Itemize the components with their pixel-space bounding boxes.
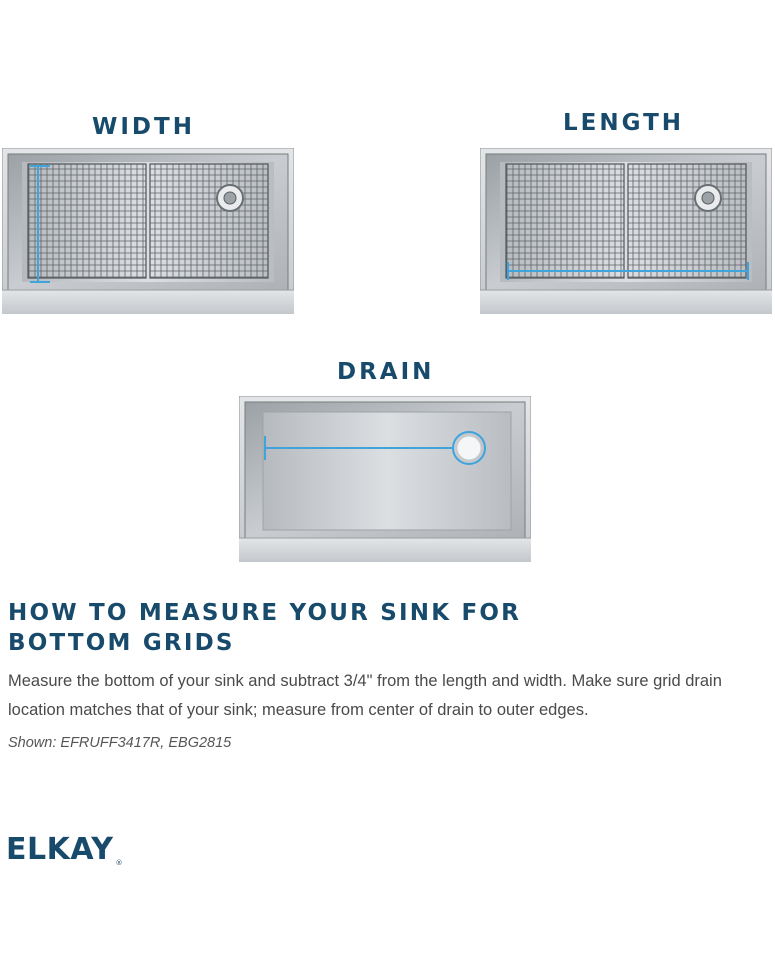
drain-icon bbox=[217, 185, 243, 211]
elkay-logo bbox=[6, 832, 123, 867]
length-sink-image bbox=[480, 148, 772, 314]
drain-icon bbox=[453, 432, 485, 464]
drain-label: DRAIN bbox=[337, 359, 435, 385]
length-label: LENGTH bbox=[563, 110, 685, 136]
heading-line-2: BOTTOM GRIDS bbox=[8, 630, 235, 656]
shown-models-caption: Shown: EFRUFF3417R, EBG2815 bbox=[8, 735, 232, 751]
instructions-heading bbox=[8, 598, 628, 658]
instructions-body: Measure the bottom of your sink and subtract 3/4" from the length and width. Make sure grid drain location matches that of your sink; measure from center of drain to outer edges. bbox=[8, 672, 722, 719]
heading-line-1: HOW TO MEASURE YOUR SINK FOR bbox=[8, 600, 522, 626]
drain-sink-image bbox=[239, 396, 531, 562]
drain-icon bbox=[695, 185, 721, 211]
logo-wordmark: ELKAY bbox=[6, 832, 114, 867]
width-label: WIDTH bbox=[92, 114, 195, 140]
width-sink-image bbox=[2, 148, 294, 314]
registered-mark: ® bbox=[115, 859, 123, 867]
